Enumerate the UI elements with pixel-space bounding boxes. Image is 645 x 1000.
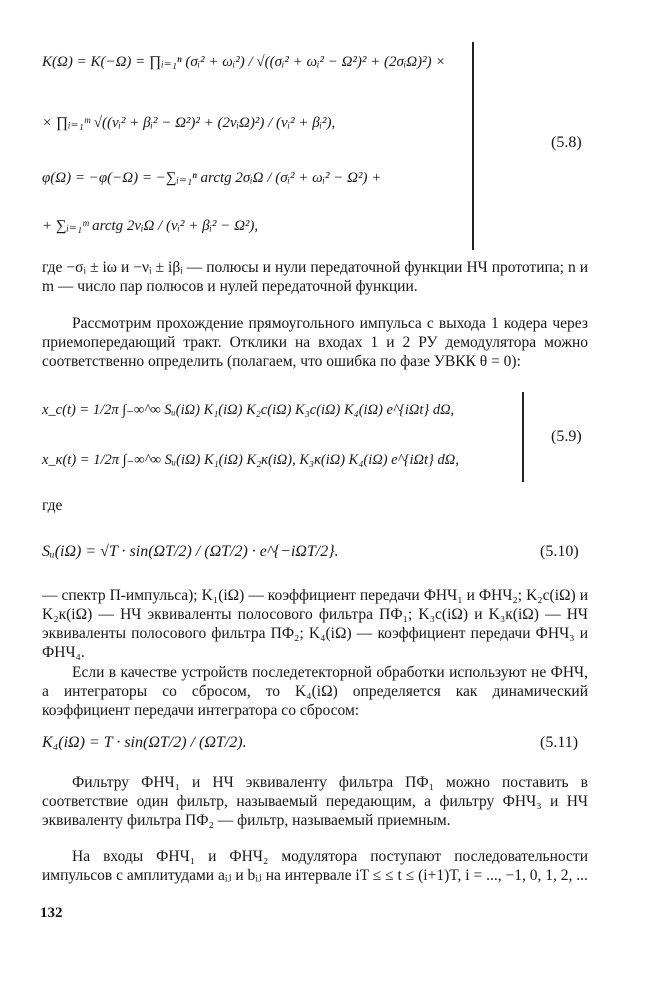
eq-5-8-line-2: × ∏ᵢ₌₁ᵐ √((νᵢ² + βᵢ² − Ω²)² + (2νᵢΩ)²) / (νᵢ² + βᵢ²), — [42, 115, 336, 131]
eq-5-8-line-1: K(Ω) = K(−Ω) = ∏ᵢ₌₁ⁿ (σᵢ² + ωᵢ²) / √((σᵢ² + ωᵢ² − Ω²)² + (2σᵢΩ)²) × — [42, 54, 446, 70]
paragraph-poles-zeros: где −σᵢ ± iω и −νᵢ ± iβᵢ — полюсы и нули передаточной функции НЧ прототипа; n и m — число пар полюсов и нулей передаточной функции. — [42, 259, 588, 295]
eq-5-9-line-2: x_к(t) = 1/2π ∫₋∞^∞ Sᵤ(iΩ) K₁(iΩ) K₂к(iΩ), K₃к(iΩ) K₄(iΩ) e^{iΩt} dΩ, — [42, 452, 459, 468]
paragraph-modulator-inputs: На входы ФНЧ₁ и ФНЧ₂ модулятора поступают последовательности импульсов с амплитудами aᵢⱼ и bᵢⱼ на интервале iT ≤ ≤ t ≤ (i+1)T, i = ..., −1, 0, 1, 2, ... — [42, 848, 588, 884]
eq-5-8-brace — [470, 42, 474, 250]
paragraph-integrators: Если в качестве устройств последетекторной обработки используют не ФНЧ, а интеграторы со сбросом, то K₄(iΩ) определяется как динамический коэффициент передачи интегратора со сбросом: — [42, 664, 588, 719]
paragraph-filter-definitions: — спектр П-импульса); K₁(iΩ) — коэффициент передачи ФНЧ₁ и ФНЧ₂; K₂c(iΩ) и K₂к(iΩ) — НЧ эквиваленты полосового фильтра ПФ₁; K₃c(iΩ) и K₃к(iΩ) — НЧ эквиваленты полосового фильтра ПФ₂; K₄(iΩ) — коэффициент передачи ФНЧ₃ и ФНЧ₄. — [42, 587, 588, 661]
eq-5-8-line-4: + ∑ᵢ₌₁ᵐ arctg 2νᵢΩ / (νᵢ² + βᵢ² − Ω²), — [42, 218, 259, 234]
paragraph-transmit-receive-filters: Фильтру ФНЧ₁ и НЧ эквиваленту фильтра ПФ₁ можно поставить в соответствие один фильтр, называемый передающим, а фильтру ФНЧ₃ и НЧ эквиваленту фильтра ПФ₂ — фильтр, называемый приемным. — [42, 774, 588, 829]
eq-5-10-number: (5.10) — [540, 543, 579, 560]
eq-5-9-line-1: x_c(t) = 1/2π ∫₋∞^∞ Sᵤ(iΩ) K₁(iΩ) K₂c(iΩ) K₃c(iΩ) K₄(iΩ) e^{iΩt} dΩ, — [42, 402, 455, 418]
eq-5-11-number: (5.11) — [540, 734, 579, 751]
eq-5-11: K₄(iΩ) = T · sin(ΩT/2) / (ΩT/2). — [42, 734, 247, 751]
page-number: 132 — [40, 905, 63, 921]
eq-5-8-number: (5.8) — [551, 134, 582, 151]
paragraph-rectangular-pulse: Рассмотрим прохождение прямоугольного импульса с выхода 1 кодера через приемопередающий тракт. Отклики на входах 1 и 2 РУ демодулятора можно соответственно определить (полагаем, что ошибка по фазе УВКК θ = 0): — [42, 315, 588, 370]
where-label: где — [42, 497, 63, 514]
eq-5-10: Sᵤ(iΩ) = √T · sin(ΩT/2) / (ΩT/2) · e^{−iΩT/2}. — [42, 543, 339, 560]
eq-5-9-brace — [520, 392, 524, 482]
eq-5-9-number: (5.9) — [551, 428, 582, 445]
eq-5-8-line-3: φ(Ω) = −φ(−Ω) = −∑ᵢ₌₁ⁿ arctg 2σᵢΩ / (σᵢ² + ωᵢ² − Ω²) + — [42, 170, 382, 186]
